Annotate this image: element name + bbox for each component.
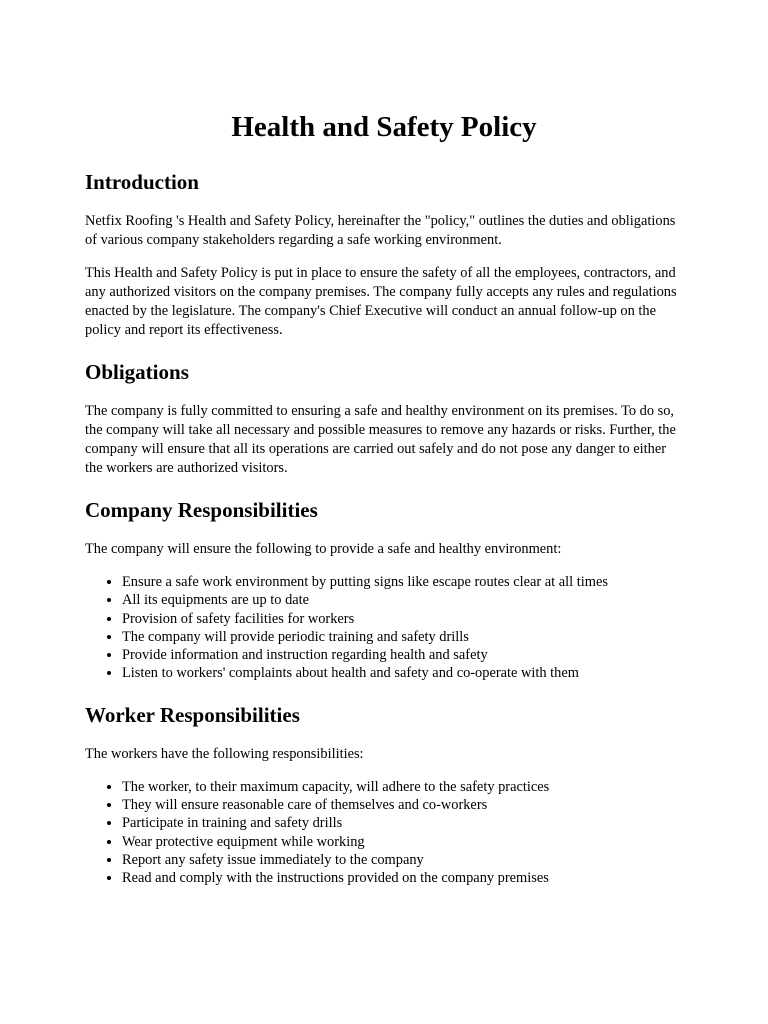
list-item: • Ensure a safe work environment by putting signs like escape routes clear at all times	[122, 573, 683, 591]
introduction-paragraph-1: Netfix Roofing 's Health and Safety Policy, hereinafter the "policy," outlines the duties and obligations of various company stakeholders regarding a safe working environment.	[85, 213, 676, 248]
heading-worker-responsibilities: Worker Responsibilities	[85, 702, 300, 727]
section-introduction	[85, 169, 683, 340]
document-title: Health and Safety Policy	[231, 111, 537, 143]
section-worker-responsibilities	[85, 702, 683, 888]
obligations-paragraph: The company is fully committed to ensuring a safe and healthy environment on its premises. To do so, the company will take all necessary and possible measures to remove any hazards or risks. Further, the company will ensure that all its operations are carried out safely and do not pose any danger to either the workers are authorized visitors.	[85, 403, 676, 476]
list-item: • All its equipments are up to date	[122, 591, 683, 609]
list-item: • Participate in training and safety drills	[122, 814, 683, 832]
worker-responsibilities-intro: The workers have the following responsibilities:	[85, 745, 364, 762]
list-item: • Provision of safety facilities for workers	[122, 610, 683, 628]
list-item: • Wear protective equipment while working	[122, 833, 683, 851]
company-responsibilities-list	[85, 573, 683, 683]
list-item: • The worker, to their maximum capacity, will adhere to the safety practices	[122, 778, 683, 796]
heading-introduction: Introduction	[85, 170, 199, 194]
list-item: • Read and comply with the instructions provided on the company premises	[122, 869, 683, 887]
heading-obligations: Obligations	[85, 360, 189, 384]
list-item: • Listen to workers' complaints about health and safety and co-operate with them	[122, 664, 683, 682]
company-responsibilities-intro: The company will ensure the following to provide a safe and healthy environment:	[85, 541, 562, 557]
heading-company-responsibilities: Company Responsibilities	[85, 498, 318, 522]
section-obligations	[85, 359, 683, 478]
section-company-responsibilities	[85, 497, 683, 683]
list-item: • The company will provide periodic training and safety drills	[122, 628, 683, 646]
list-item: • They will ensure reasonable care of themselves and co-workers	[122, 796, 683, 814]
list-item: • Provide information and instruction regarding health and safety	[122, 646, 683, 664]
list-item: • Report any safety issue immediately to the company	[122, 851, 683, 869]
worker-responsibilities-list	[85, 778, 683, 888]
introduction-paragraph-2: This Health and Safety Policy is put in place to ensure the safety of all the employees, contractors, and any authorized visitors on the company premises. The company fully accepts any rules and regulations enacted by the legislature. The company's Chief Executive will conduct an annual follow-up on the policy and report its effectiveness.	[85, 265, 677, 338]
